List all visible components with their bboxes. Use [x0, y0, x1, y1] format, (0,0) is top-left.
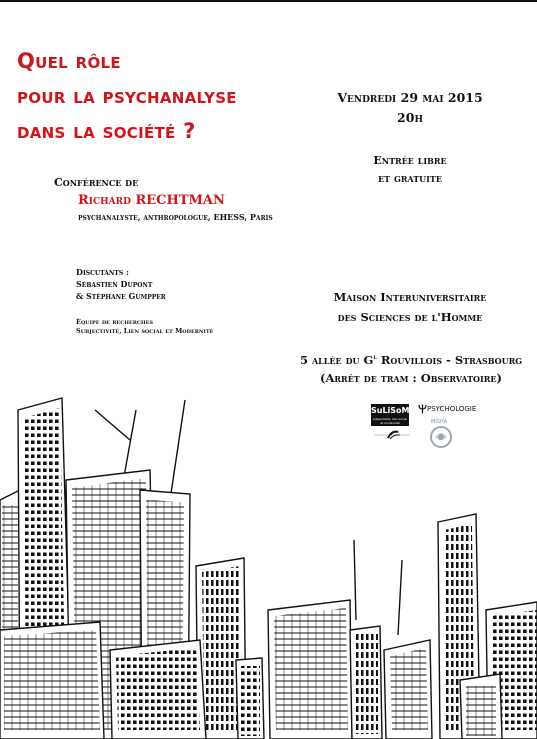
- event-date: Vendredi 29 mai 2015: [337, 90, 483, 105]
- speaker-role: psychanalyste, anthropologue, EHESS, Paris: [78, 212, 273, 222]
- conference-block: [40, 176, 300, 222]
- top-border: [0, 0, 537, 2]
- speaker-name: Richard RECHTMAN: [78, 193, 225, 208]
- discussant-2: & Stéphane Gumpper: [76, 291, 166, 301]
- title-line-3: dans la société ?: [17, 119, 196, 143]
- discussants-label: Discutants :: [76, 267, 129, 277]
- team-line-1: Équipe de recherches: [76, 318, 154, 326]
- team-line-2: Subjectivité, Lien social et Modernité: [76, 327, 214, 335]
- venue-line-2: des Sciences de l'Homme: [337, 310, 483, 324]
- title-line-2: pour la psychanalyse: [17, 84, 237, 108]
- venue-line-1: Maison Interuniversitaire: [333, 290, 487, 304]
- conference-label: Conférence de: [54, 176, 139, 189]
- sulisom-logo-text: SuLiSoM: [371, 406, 410, 415]
- entry-line-2: et gratuite: [378, 172, 442, 185]
- venue-name: [300, 287, 520, 327]
- research-team: [76, 318, 213, 336]
- discussant-1: Sébastien Dupont: [76, 279, 153, 289]
- city-skyline-illustration: [0, 390, 537, 739]
- entry-info: [300, 152, 520, 188]
- title-line-1: Quel rôle: [17, 49, 121, 73]
- entry-line-1: Entrée libre: [373, 154, 447, 167]
- event-time: 20h: [397, 110, 423, 125]
- address-rest: Rouvillois - Strasbourg: [376, 352, 523, 367]
- tram-stop: (Arrêt de tram : Observatoire): [320, 370, 502, 385]
- psychologie-logo-text: PSYCHOLOGIE: [427, 405, 477, 413]
- address-prefix: 5 allée du G: [299, 352, 374, 367]
- event-date-block: [300, 88, 520, 128]
- discussants-block: [76, 266, 166, 302]
- poster-title: [17, 44, 237, 149]
- sulisom-logo-subtext: subjectivité, lien social et modernité: [372, 417, 408, 425]
- venue-address: [296, 348, 526, 387]
- address-sup: l: [373, 352, 377, 361]
- address-line: [296, 348, 526, 369]
- misha-logo-text: MISHA: [431, 419, 448, 425]
